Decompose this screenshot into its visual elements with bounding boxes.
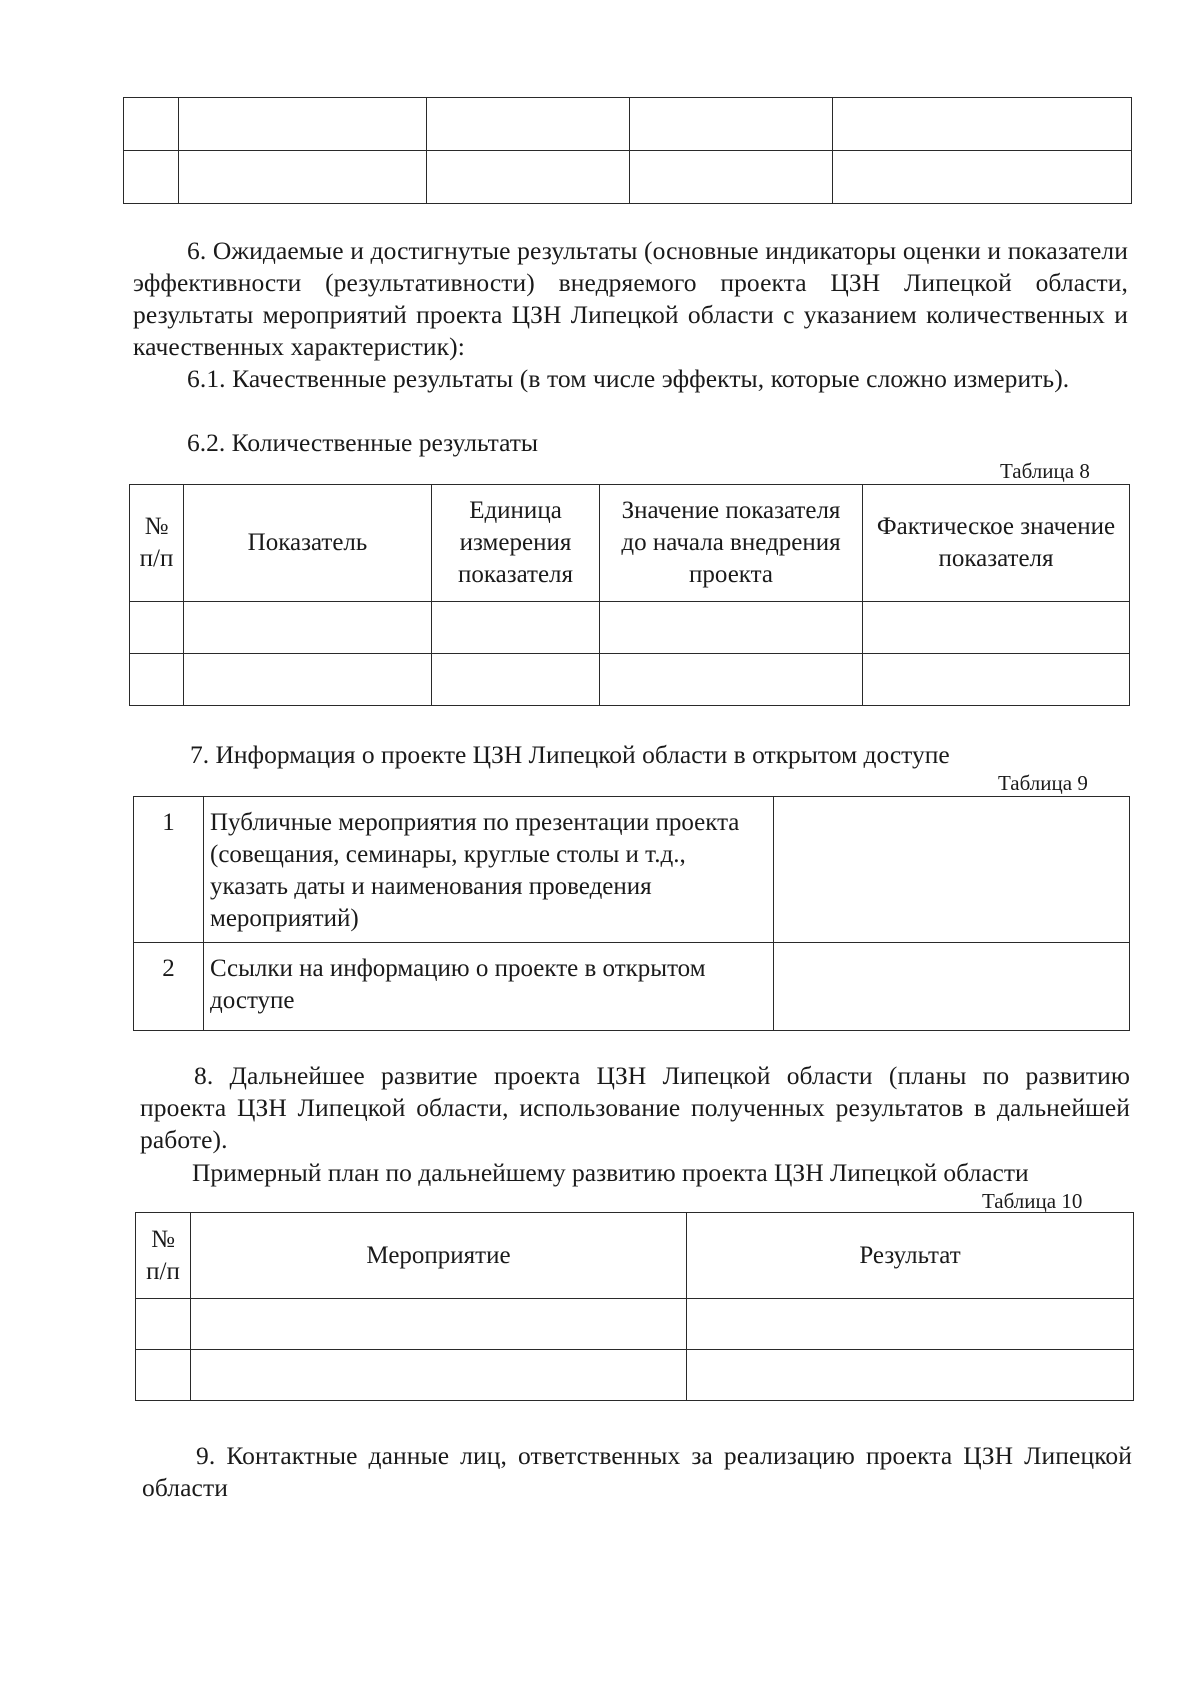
table-cell	[432, 602, 600, 654]
table-cell	[833, 98, 1132, 151]
table-cell	[600, 654, 863, 706]
table-row	[130, 654, 1130, 706]
table-header-row	[130, 485, 1130, 602]
section-6-1-paragraph	[133, 363, 1128, 395]
table-row	[134, 943, 1130, 1031]
header-num: № п/п	[136, 1213, 191, 1299]
table-8-caption: Таблица 8	[1000, 459, 1090, 483]
section-8-paragraph	[140, 1060, 1130, 1156]
row-description: Ссылки на информацию о проекте в открытом доступе	[204, 943, 774, 1031]
section-9-paragraph	[142, 1440, 1132, 1504]
table-header-row	[136, 1213, 1134, 1299]
header-event: Мероприятие	[191, 1213, 687, 1299]
table-cell	[687, 1299, 1134, 1350]
table-cell	[427, 151, 630, 204]
table-9-caption: Таблица 9	[998, 771, 1088, 795]
table-row	[124, 151, 1132, 204]
header-unit: Единица измерения показателя	[432, 485, 600, 602]
table-cell	[427, 98, 630, 151]
table-cell	[179, 151, 427, 204]
table-row	[134, 797, 1130, 943]
table-cell	[630, 98, 833, 151]
table-cell	[124, 151, 179, 204]
row-description: Публичные мероприятия по презентации проекта (совещания, семинары, круглые столы и т.д., указать даты и наименования проведения мероприятий)	[204, 797, 774, 943]
section-8-text: 8. Дальнейшее развитие проекта ЦЗН Липецкой области (планы по развитию проекта ЦЗН Липецкой области, использование полученных результатов в дальнейшей работе).	[140, 1061, 1130, 1154]
table-cell	[124, 98, 179, 151]
header-result: Результат	[687, 1213, 1134, 1299]
table-cell	[630, 151, 833, 204]
table-cell	[136, 1350, 191, 1401]
section-6-1-text: 6.1. Качественные результаты (в том числе эффекты, которые сложно измерить).	[187, 364, 1070, 393]
section-9-text: 9. Контактные данные лиц, ответственных за реализацию проекта ЦЗН Липецкой области	[142, 1441, 1132, 1502]
table-row	[136, 1350, 1134, 1401]
section-8-plan-heading: Примерный план по дальнейшему развитию проекта ЦЗН Липецкой области	[192, 1158, 1029, 1187]
row-number: 2	[134, 943, 204, 1031]
table-cell	[774, 797, 1130, 943]
table-cell	[191, 1350, 687, 1401]
table-cell	[833, 151, 1132, 204]
table-cell	[184, 602, 432, 654]
table-row	[136, 1299, 1134, 1350]
table-cell	[863, 602, 1130, 654]
section-7-heading: 7. Информация о проекте ЦЗН Липецкой области в открытом доступе	[190, 740, 950, 769]
table-cell	[687, 1350, 1134, 1401]
table-cell	[863, 654, 1130, 706]
header-before: Значение показателя до начала внедрения проекта	[600, 485, 863, 602]
section-6-paragraph	[133, 235, 1128, 363]
table-cell	[774, 943, 1130, 1031]
header-actual: Фактическое значение показателя	[863, 485, 1130, 602]
row-number: 1	[134, 797, 204, 943]
header-num: № п/п	[130, 485, 184, 602]
table-cell	[432, 654, 600, 706]
section-6-text: 6. Ожидаемые и достигнутые результаты (основные индикаторы оценки и показатели эффективности (результативности) внедряемого проекта ЦЗН Липецкой области, результаты мероприятий проекта ЦЗН Липецкой области с указанием количественных и качественных характеристик):	[133, 236, 1128, 361]
table-cell	[184, 654, 432, 706]
table-10	[135, 1212, 1134, 1401]
table-cell	[191, 1299, 687, 1350]
table-10-caption: Таблица 10	[982, 1189, 1083, 1213]
table-9	[133, 796, 1130, 1031]
table-cell	[179, 98, 427, 151]
table-cell	[130, 654, 184, 706]
header-indicator: Показатель	[184, 485, 432, 602]
section-6-2-heading: 6.2. Количественные результаты	[187, 428, 539, 457]
table-8	[129, 484, 1130, 706]
top-continuation-table	[123, 97, 1132, 204]
table-row	[124, 98, 1132, 151]
table-cell	[600, 602, 863, 654]
table-cell	[136, 1299, 191, 1350]
table-cell	[130, 602, 184, 654]
table-row	[130, 602, 1130, 654]
